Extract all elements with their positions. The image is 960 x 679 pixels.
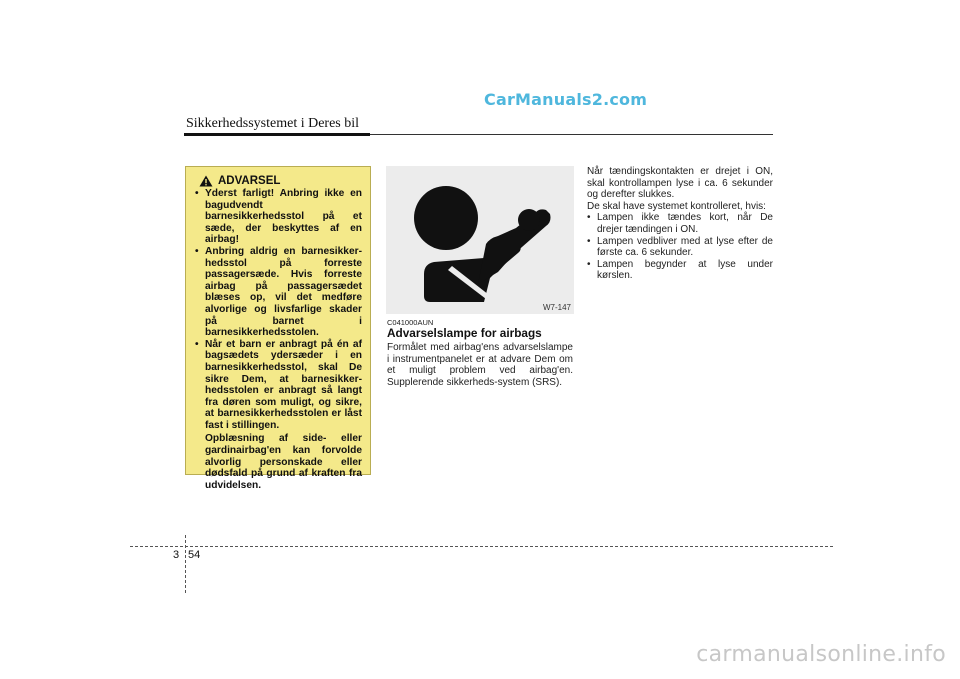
watermark-top: CarManuals2.com [484,90,648,109]
page-number: 54 [188,549,201,561]
warning-list [195,188,362,431]
warning-item: • Når et barn er anbragt på én af bagsædets ydersæder i en barnesikkerhedsstol, skal De sikre Dem, at barnesikker-hedsstolen er anbragt så langt fra døren som muligt, og sikre, at barnesikkerhedsstolen er låst fast i stillingen. [195,339,362,432]
warning-extra-paragraph: Opblæsning af side- eller gardinairbag'en kan forvolde alvorlig personskade eller dødsfald på grund af kraften fra udvidelsen. [205,433,362,491]
watermark-bottom: carmanualsonline.info [696,642,946,667]
header-rule-thick [184,133,370,136]
warning-title: ADVARSEL [218,175,281,187]
warning-item: • Yderst farligt! Anbring ikke en bagudvendt barnesikkerhedsstol på et sæde, der beskyttes af en airbag! [195,188,362,246]
right-list [587,212,773,282]
right-paragraph-1: Når tændingskontakten er drejet i ON, skal kontrollampen lyse i ca. 6 sekunder og derefter slukkes. [587,166,773,201]
chapter-number: 3 [173,549,180,561]
page-header-title: Sikkerhedssystemet i Deres bil [186,116,360,131]
footer-rule [130,546,833,547]
airbag-illustration [386,166,574,314]
warning-header [199,175,362,187]
right-column [587,166,773,282]
section-body: Formålet med airbag'ens advarselslampe i instrumentpanelet er at advare Dem om et muligt problem ved airbag'en. Supplerende sikkerheds-system (SRS). [387,342,573,388]
warning-item: • Anbring aldrig en barnesikker-hedsstol på forreste passagersæde. Hvis forreste airbag på passagersædet blæses op, vil det medføre alvorlige og livsfarlige skader på barnet i barnesikkerhedsstolen. [195,246,362,339]
right-list-item: • Lampen begynder at lyse under kørslen. [587,259,773,282]
warning-box [185,166,371,491]
footer-vertical-rule [185,535,186,593]
illustration-code: W7-147 [542,303,571,312]
right-list-item: • Lampen ikke tændes kort, når De drejer tændingen i ON. [587,212,773,235]
right-list-item: • Lampen vedbliver med at lyse efter de første ca. 6 sekunder. [587,236,773,259]
section-title: Advarselslampe for airbags [387,326,542,340]
right-paragraph-2: De skal have systemet kontrolleret, hvis: [587,200,766,212]
airbag-warning-icon [386,166,574,314]
warning-triangle-icon [199,175,213,187]
header-rule-thin [370,134,773,135]
section-code: C041000AUN [387,318,434,327]
